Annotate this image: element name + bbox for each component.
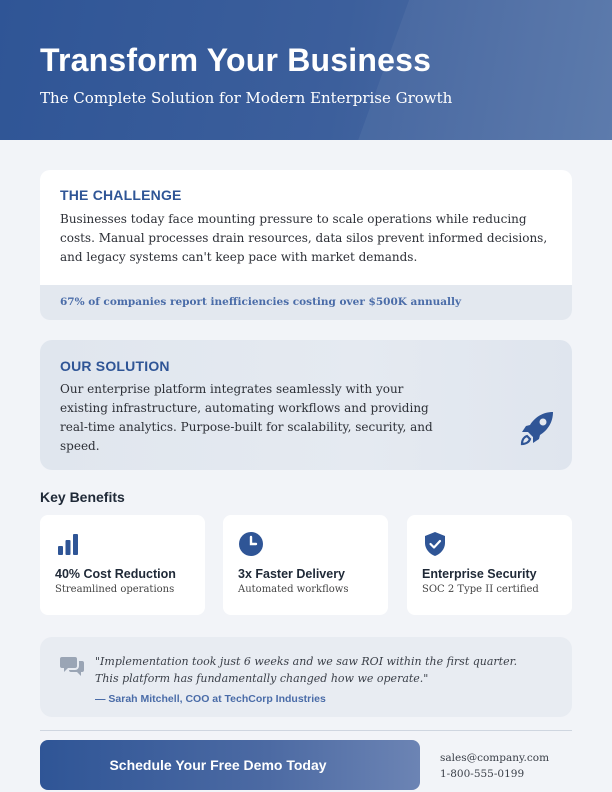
benefit-title: Enterprise Security — [422, 567, 537, 581]
rocket-icon — [519, 410, 555, 446]
solution-heading: OUR SOLUTION — [60, 358, 170, 374]
solution-body: Our enterprise platform integrates seamlessly with your existing infrastructure, automating workflows and providing real-time analytics. Purpose-built for scalability, security, and speed. — [60, 382, 433, 453]
benefit-card-cost — [40, 515, 205, 615]
hero-subtitle: The Complete Solution for Modern Enterprise Growth — [40, 89, 453, 107]
solution-card — [40, 340, 572, 470]
benefits-heading: Key Benefits — [40, 489, 125, 505]
schedule-demo-button[interactable]: Schedule Your Free Demo Today — [40, 740, 420, 790]
contact-phone[interactable]: 1-800-555-0199 — [440, 768, 525, 780]
hero-banner — [0, 0, 612, 140]
testimonial-author: — Sarah Mitchell, COO at TechCorp Industries — [95, 693, 326, 705]
benefit-subtitle: SOC 2 Type II certified — [422, 584, 539, 595]
chat-bubbles-icon — [60, 655, 84, 677]
benefit-subtitle: Automated workflows — [238, 584, 349, 595]
challenge-body: Businesses today face mounting pressure to scale operations while reducing costs. Manual processes drain resources, data silos prevent informed decisions, and legacy systems can't keep pace with market demands. — [60, 212, 548, 264]
shield-check-icon — [422, 531, 448, 557]
challenge-heading: THE CHALLENGE — [60, 187, 182, 203]
hero-title: Transform Your Business — [40, 42, 432, 78]
benefit-subtitle: Streamlined operations — [55, 584, 175, 595]
bar-chart-icon — [55, 531, 81, 557]
challenge-stat: 67% of companies report inefficiencies costing over $500K annually — [60, 296, 462, 308]
benefit-title: 40% Cost Reduction — [55, 567, 176, 581]
testimonial-quote: "Implementation took just 6 weeks and we saw ROI within the first quarter. This platform has fundamentally changed how we operate." — [95, 655, 518, 685]
testimonial-card — [40, 637, 572, 717]
benefit-card-security — [407, 515, 572, 615]
challenge-stat-band — [40, 285, 572, 320]
contact-email[interactable]: sales@company.com — [440, 752, 550, 764]
clock-icon — [238, 531, 264, 557]
benefit-card-delivery — [223, 515, 388, 615]
footer-divider — [40, 730, 572, 731]
benefit-title: 3x Faster Delivery — [238, 567, 346, 581]
